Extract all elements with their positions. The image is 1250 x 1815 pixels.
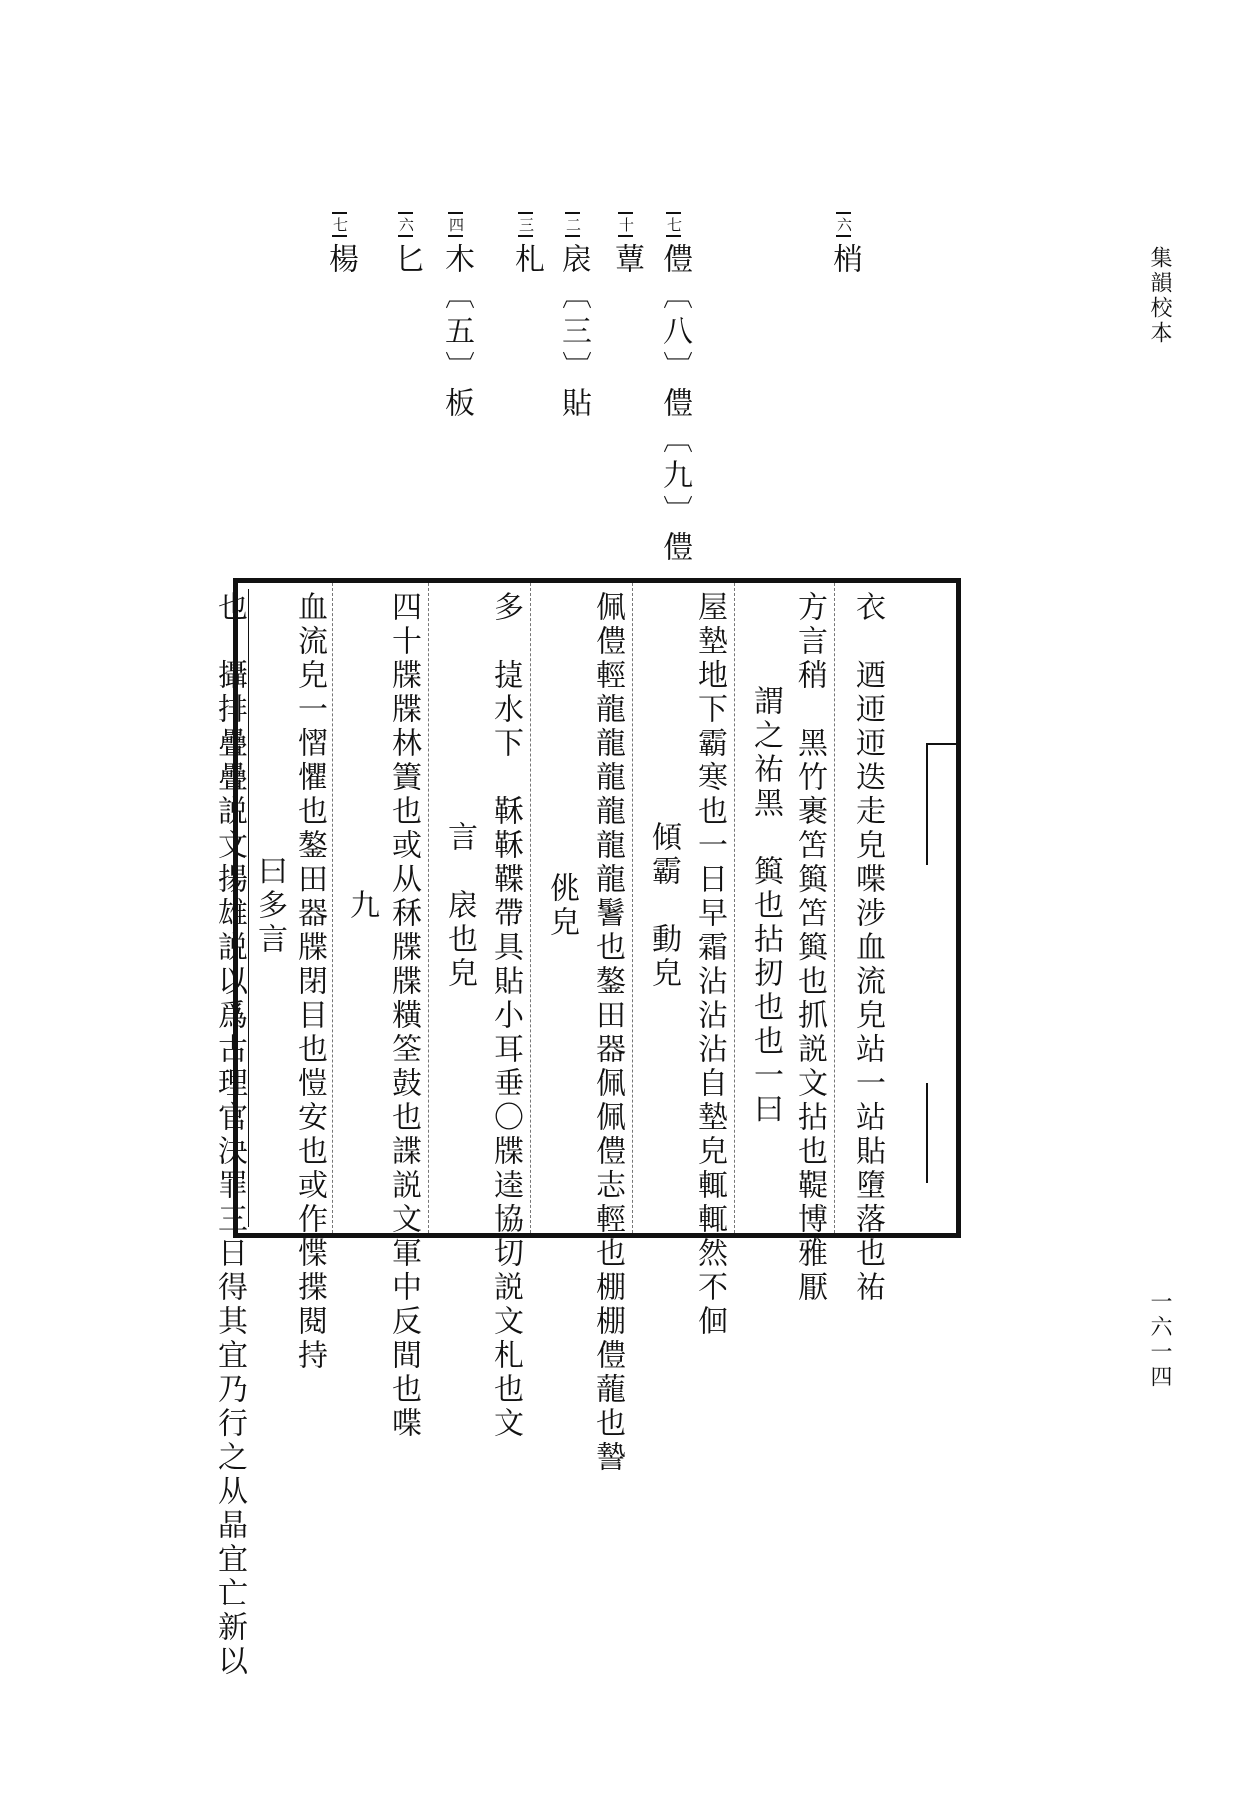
note-mark: 三 <box>518 212 533 237</box>
text-column: 言 扆也皃 <box>442 821 477 991</box>
text-column: 多 㨗水下 鞂鞂鞢帶具貼小耳垂〇牒逵協切説文札也文 <box>488 591 523 1441</box>
text-frame <box>212 578 961 1679</box>
note-text: 梢 <box>827 243 862 279</box>
page-number: 一六一四 <box>1147 1290 1172 1390</box>
text-column: 屋墊地下霸寒也一日早霜沾沾沾自墊皃輒輒然不佪 <box>692 591 727 1339</box>
note-item <box>323 212 358 279</box>
column-rule <box>734 583 735 1233</box>
text-column: 傾霸 動皃 <box>646 821 681 991</box>
text-column: 也 攝排疊疊説文揚雄説以爲古理官決罪三日得其宜乃行之从晶宜亡新以 <box>212 591 247 1679</box>
note-text: 僼〔八〕僼〔九〕僼 <box>657 243 692 567</box>
book-title: 集韻校本 <box>1147 246 1172 346</box>
block-margin-mark <box>926 1083 956 1183</box>
note-text: 匕 <box>389 243 424 279</box>
text-column: 九 <box>344 889 379 923</box>
note-item <box>609 212 644 279</box>
note-mark: 六 <box>398 212 413 237</box>
note-mark: 十 <box>618 212 633 237</box>
note-item <box>389 212 424 279</box>
text-column: 佩僼輕龍龍龍龍龍龍鬐也鏊田器佩佩僼志輕也棚棚僼蘢也謺 <box>590 591 625 1475</box>
note-text: 楊 <box>323 243 358 279</box>
text-column: 謂之祐黑 籅也拈扨也也一曰 <box>748 685 783 1127</box>
column-rule <box>428 583 429 1233</box>
note-text: 木〔五〕板 <box>439 243 474 423</box>
note-mark: 六 <box>836 212 851 237</box>
text-column: 佻皃 <box>544 872 579 940</box>
note-item <box>509 212 544 279</box>
note-text: 札 <box>509 243 544 279</box>
note-mark: 七 <box>666 212 681 237</box>
note-mark: 七 <box>332 212 347 237</box>
text-column: 曰多言 <box>252 855 287 957</box>
text-column: 血流皃一慴懼也鏊田器牒閉目也愷安也或作惵揲閱持 <box>292 591 327 1373</box>
column-rule <box>834 583 835 1233</box>
column-rule <box>632 583 633 1233</box>
note-mark: 四 <box>448 212 463 237</box>
note-item <box>827 212 862 279</box>
note-text: 蕈 <box>609 243 644 279</box>
note-item <box>556 212 591 423</box>
block-fishtail <box>926 743 956 865</box>
text-column: 方言稍 黑竹裹笘籅笘籅也抓説文拈也鞮博雅厭 <box>792 591 827 1305</box>
text-column: 四十牒牒林簀也或从秝牒牒䊣筌鼓也諜説文軍中反間也喋 <box>386 591 421 1441</box>
note-mark: 二 <box>565 212 580 237</box>
note-item <box>439 212 474 423</box>
column-rule <box>530 583 531 1233</box>
text-column: 衣 迺迊迊迭走皃喋涉血流皃站一站貼墮落也祐 <box>850 591 885 1305</box>
note-text: 扆〔三〕貼 <box>556 243 591 423</box>
note-item <box>657 212 692 567</box>
